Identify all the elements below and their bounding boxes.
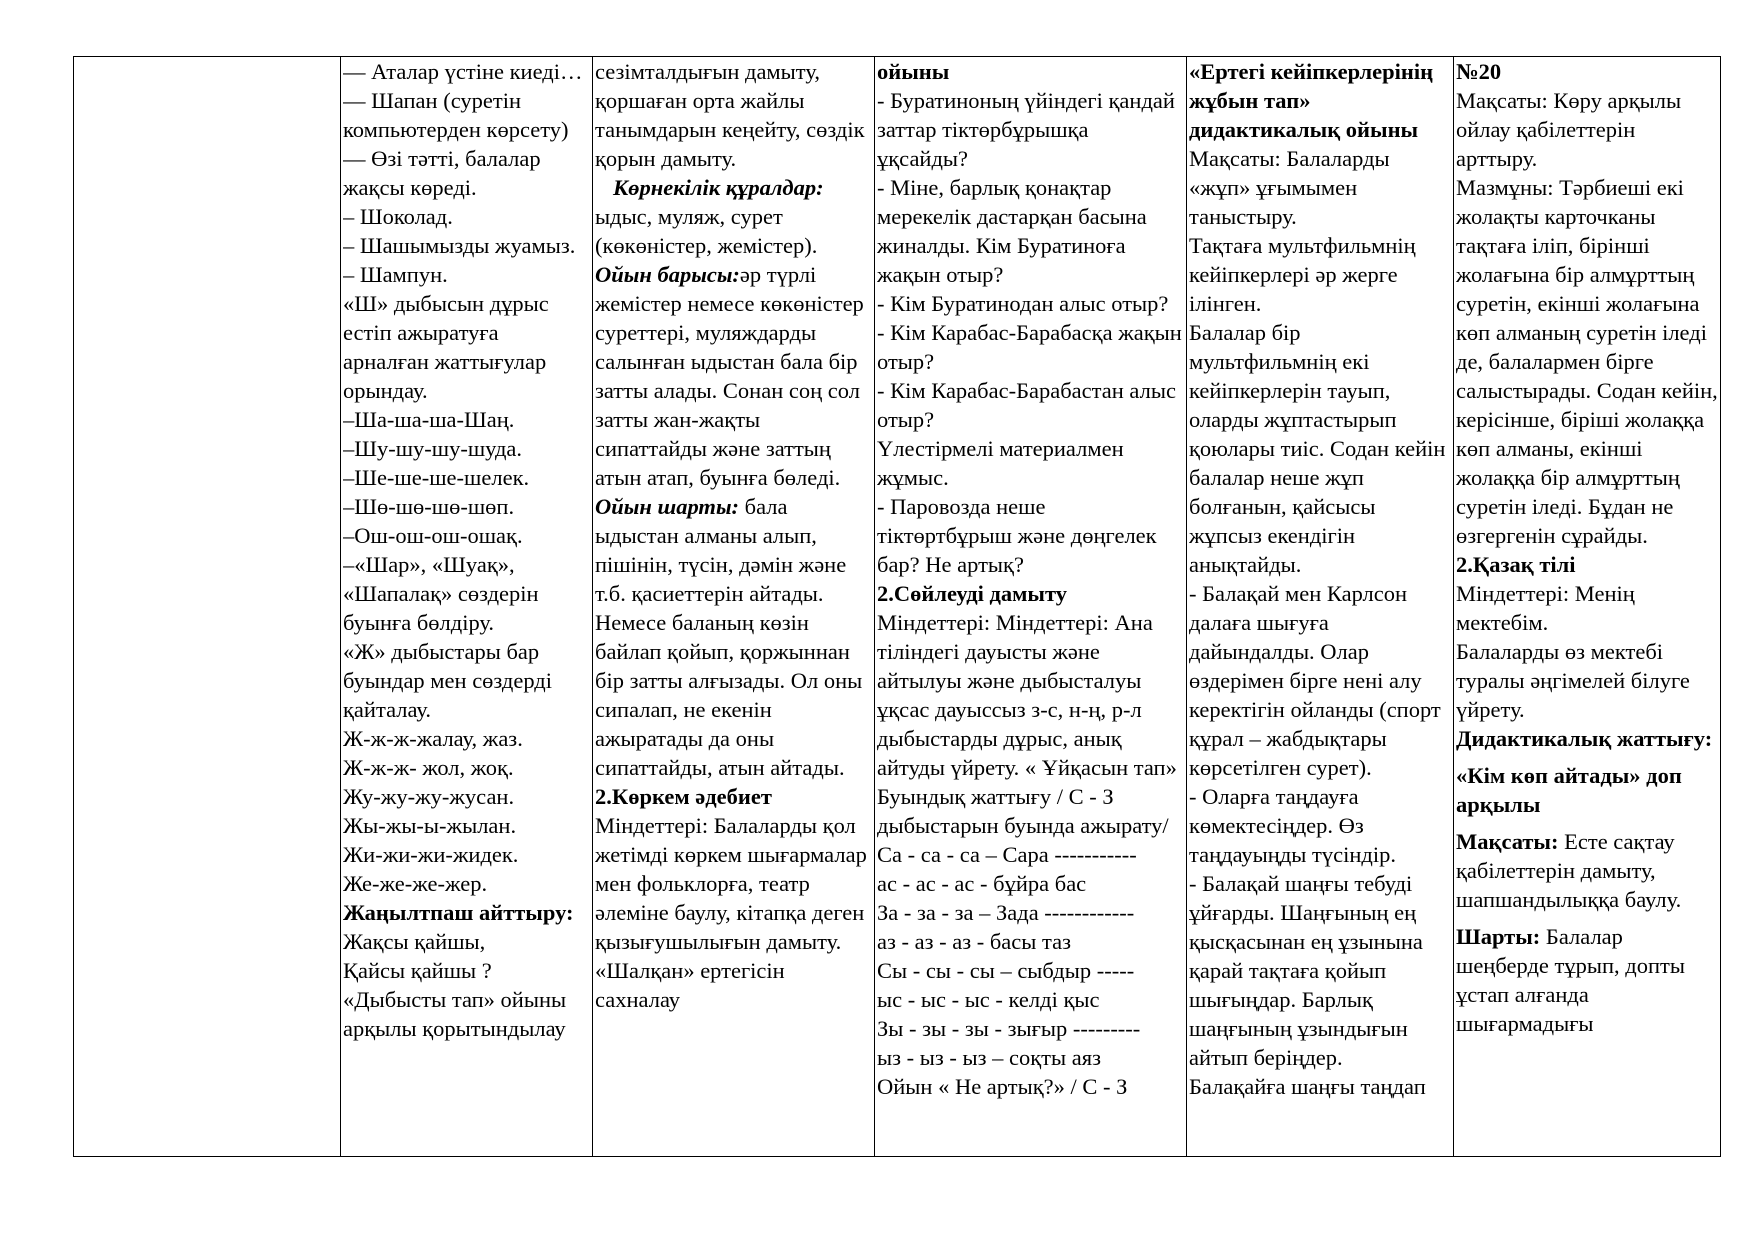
section-heading: 2.Қазақ тілі	[1456, 552, 1576, 577]
section-heading: Жаңылтпаш айттыру:	[343, 900, 574, 925]
text-line: Балалар бір мультфильмнің екі кейіпкерлерін тауып, оларды жұптастырып қоюлары тиіс. Содан кейін балалар неше жұп болғанын, қайсысы жұпсыз екендігін анықтайды.	[1189, 320, 1446, 577]
text-line: –«Шар», «Шуақ», «Шапалақ» сөздерін буынға бөлдіру.	[343, 552, 539, 635]
text-line: – Шампун.	[343, 262, 448, 287]
text-line: ыз - ыз - ыз – соқты аяз	[877, 1045, 1101, 1070]
section-heading: ойыны	[877, 59, 950, 84]
text-line	[595, 260, 872, 492]
text-line: - Балақай мен Карлсон далаға шығуға дайындалды. Олар өздерімен бірге нені алу керектігін ойланды (спорт құрал – жабдықтары көрсетілген сурет).	[1189, 581, 1441, 780]
text-line	[1456, 922, 1718, 1038]
text-line: –Ше-ше-ше-шелек.	[343, 465, 530, 490]
text-line: «Ж» дыбыстары бар буындар мен сөздерді қайталау.	[343, 639, 553, 722]
table-cell-didactic-game	[1187, 57, 1454, 1157]
text-line: Ойын « Не артық?» / С - З	[877, 1074, 1128, 1099]
inline-heading: Ойын барысы:	[595, 262, 740, 287]
text-line: Мақсаты: Балаларды «жұп» ұғымымен таныстыру.	[1189, 146, 1390, 229]
inline-text: әр түрлі жемістер немесе көкөністер суреттері, муляждарды салынған ыдыстан бала бір затты алады. Сонан соң сол затты жан-жақты сипаттайды және заттың атын атап, буынға бөледі.	[595, 262, 864, 490]
text-line	[595, 492, 872, 782]
table-cell-empty	[74, 57, 341, 1157]
text-line: «Ш» дыбысын дұрыс естіп ажыратуға арналған жаттығулар орындау.	[343, 291, 549, 403]
text-line: - Міне, барлық қонақтар мерекелік дастарқан басына жиналды. Кім Буратиноға жақын отыр?	[877, 175, 1147, 287]
inline-text: Есте сақтау қабілеттерін дамыту, шапшандылыққа баулу.	[1456, 829, 1682, 912]
text-line: –Шө-шө-шө-шөп.	[343, 494, 515, 519]
text-line: Мазмұны: Тәрбиеші екі жолақты карточканы тақтаға іліп, бірінші жолағына бір алмұрттың суретін, екінші жолағына көп алманың суретін іледі де, балалармен бірге салыстырады. Содан кейін, керісінше, біріші жолаққа көп алманы, екінші жолаққа бір алмұрттың суретін іледі. Бұдан не өзгергенін сұрайды.	[1456, 175, 1718, 548]
text-line: ыс - ыс - ыс - келді қыс	[877, 987, 1100, 1012]
text-line: — Өзі тәтті, балалар жақсы көреді.	[343, 146, 541, 200]
table-cell-kazakh-language	[1454, 57, 1721, 1157]
text-line: Же-же-же-жер.	[343, 871, 488, 896]
section-heading: «Кім көп айтады» доп арқылы	[1456, 763, 1682, 817]
table-cell-game	[593, 57, 875, 1157]
text-line: - Оларға таңдауға көмектесіңдер. Өз таңдауыңды түсіндір.	[1189, 784, 1396, 867]
text-line: аз - аз - аз - басы таз	[877, 929, 1071, 954]
text-line: Балаларды өз мектебі туралы әңгімелей білуге үйрету.	[1456, 639, 1690, 722]
lesson-plan-table	[73, 56, 1721, 1157]
text-line: – Шоколад.	[343, 204, 453, 229]
section-heading: 2.Сөйлеуді дамыту	[877, 581, 1068, 606]
text-line: Міндеттері: Менің мектебім.	[1456, 581, 1635, 635]
text-line: –Шу-шу-шу-шуда.	[343, 436, 523, 461]
text-line	[595, 173, 872, 260]
text-line: Мақсаты: Көру арқылы ойлау қабілеттерін арттыру.	[1456, 88, 1682, 171]
inline-heading: Шарты:	[1456, 924, 1541, 949]
text-line: - Кім Карабас-Барабастан алыс отыр?	[877, 378, 1176, 432]
text-line: Са - са - са – Сара -----------	[877, 842, 1137, 867]
text-line: Ж-ж-ж-жалау, жаз.	[343, 726, 523, 751]
text-line: Балақайға шаңғы таңдап	[1189, 1074, 1426, 1099]
inline-text: бала ыдыстан алманы алып, пішінін, түсін, дәмін және т.б. қасиеттерін айтады. Немесе баланың көзін байлап қойып, қоржыннан бір затты алғызады. Ол оны сипалап, не екенін ажыратады да оны сипаттайды, атын айтады.	[595, 494, 863, 780]
text-line: –Ша-ша-ша-Шаң.	[343, 407, 515, 432]
section-heading: Дидактикалық жаттығу:	[1456, 726, 1713, 751]
text-line: Қайсы қайшы ?	[343, 958, 492, 983]
table-cell-speech	[875, 57, 1187, 1157]
text-line: Міндеттері: Балаларды қол жетімді көркем шығармалар мен фольклорға, театр әлеміне баулу, кітапқа деген қызығушылығын дамыту.	[595, 813, 867, 954]
text-line: Сы - сы - сы – сыбдыр -----	[877, 958, 1135, 983]
text-line: Жы-жы-ы-жылан.	[343, 813, 517, 838]
text-line: За - за - за – Зада ------------	[877, 900, 1135, 925]
inline-text: Балалар шеңберде тұрып, допты ұстап алғанда шығармадығы	[1456, 924, 1685, 1036]
text-line: Ж-ж-ж- жол, жоқ.	[343, 755, 514, 780]
section-heading: №20	[1456, 59, 1502, 84]
text-line: — Шапан (суретін компьютерден көрсету)	[343, 88, 569, 142]
text-line: Жи-жи-жи-жидек.	[343, 842, 519, 867]
inline-heading: Ойын шарты:	[595, 494, 740, 519]
text-line: - Балақай шаңғы тебуді ұйғарды. Шаңғының ең қысқасынан ең ұзынына қарай тақтаға қойып шығыңдар. Барлық шаңғының ұзындығын айтып беріңдер.	[1189, 871, 1423, 1070]
text-line: Зы - зы - зы - зығыр ---------	[877, 1016, 1141, 1041]
text-line: ас - ас - ас - бұйра бас	[877, 871, 1087, 896]
text-line: «Дыбысты тап» ойыны арқылы қорытындылау	[343, 987, 567, 1041]
text-line: Үлестірмелі материалмен жұмыс.	[877, 436, 1124, 490]
text-line: Тақтаға мультфильмнің кейіпкерлері әр жерге ілінген.	[1189, 233, 1416, 316]
inline-text: ыдыс, муляж, сурет (көкөністер, жемістер).	[595, 204, 818, 258]
section-heading: «Ертегі кейіпкерлерінің жұбын тап» дидактикалық ойыны	[1189, 59, 1434, 142]
text-line: — Аталар үстіне киеді…	[343, 59, 583, 84]
inline-heading: Көрнекілік құралдар:	[613, 175, 824, 200]
section-heading: 2.Көркем әдебиет	[595, 784, 772, 809]
table-row	[74, 57, 1721, 1157]
text-line: сезімталдығын дамыту, қоршаған орта жайлы танымдарын кеңейту, сөздік қорын дамыту.	[595, 59, 865, 171]
inline-heading: Мақсаты:	[1456, 829, 1559, 854]
text-line: Міндеттері: Міндеттері: Ана тіліндегі дауысты және айтылуы және дыбысталуы ұқсас дауыссыз з-с, н-ң, р-л дыбыстарды дұрыс, анық айтуды үйрету. « Ұйқасын тап» Буындық жаттығу / С - З дыбыстарын буында ажырату/	[877, 610, 1177, 838]
table-cell-phonetics	[341, 57, 593, 1157]
text-line: - Буратиноның үйіндегі қандай заттар тіктөрбұрышқа ұқсайды?	[877, 88, 1175, 171]
text-line: Жу-жу-жу-жусан.	[343, 784, 515, 809]
text-line	[1456, 827, 1718, 914]
text-line: - Паровозда неше тіктөртбұрыш және дөңгелек бар? Не артық?	[877, 494, 1157, 577]
text-line: –Ош-ош-ош-ошақ.	[343, 523, 523, 548]
text-line: Жақсы қайшы,	[343, 929, 486, 954]
text-line: «Шалқан» ертегісін сахналау	[595, 958, 785, 1012]
text-line: - Кім Буратинодан алыс отыр?	[877, 291, 1169, 316]
text-line: – Шашымызды жуамыз.	[343, 233, 576, 258]
text-line: - Кім Карабас-Барабасқа жақын отыр?	[877, 320, 1182, 374]
